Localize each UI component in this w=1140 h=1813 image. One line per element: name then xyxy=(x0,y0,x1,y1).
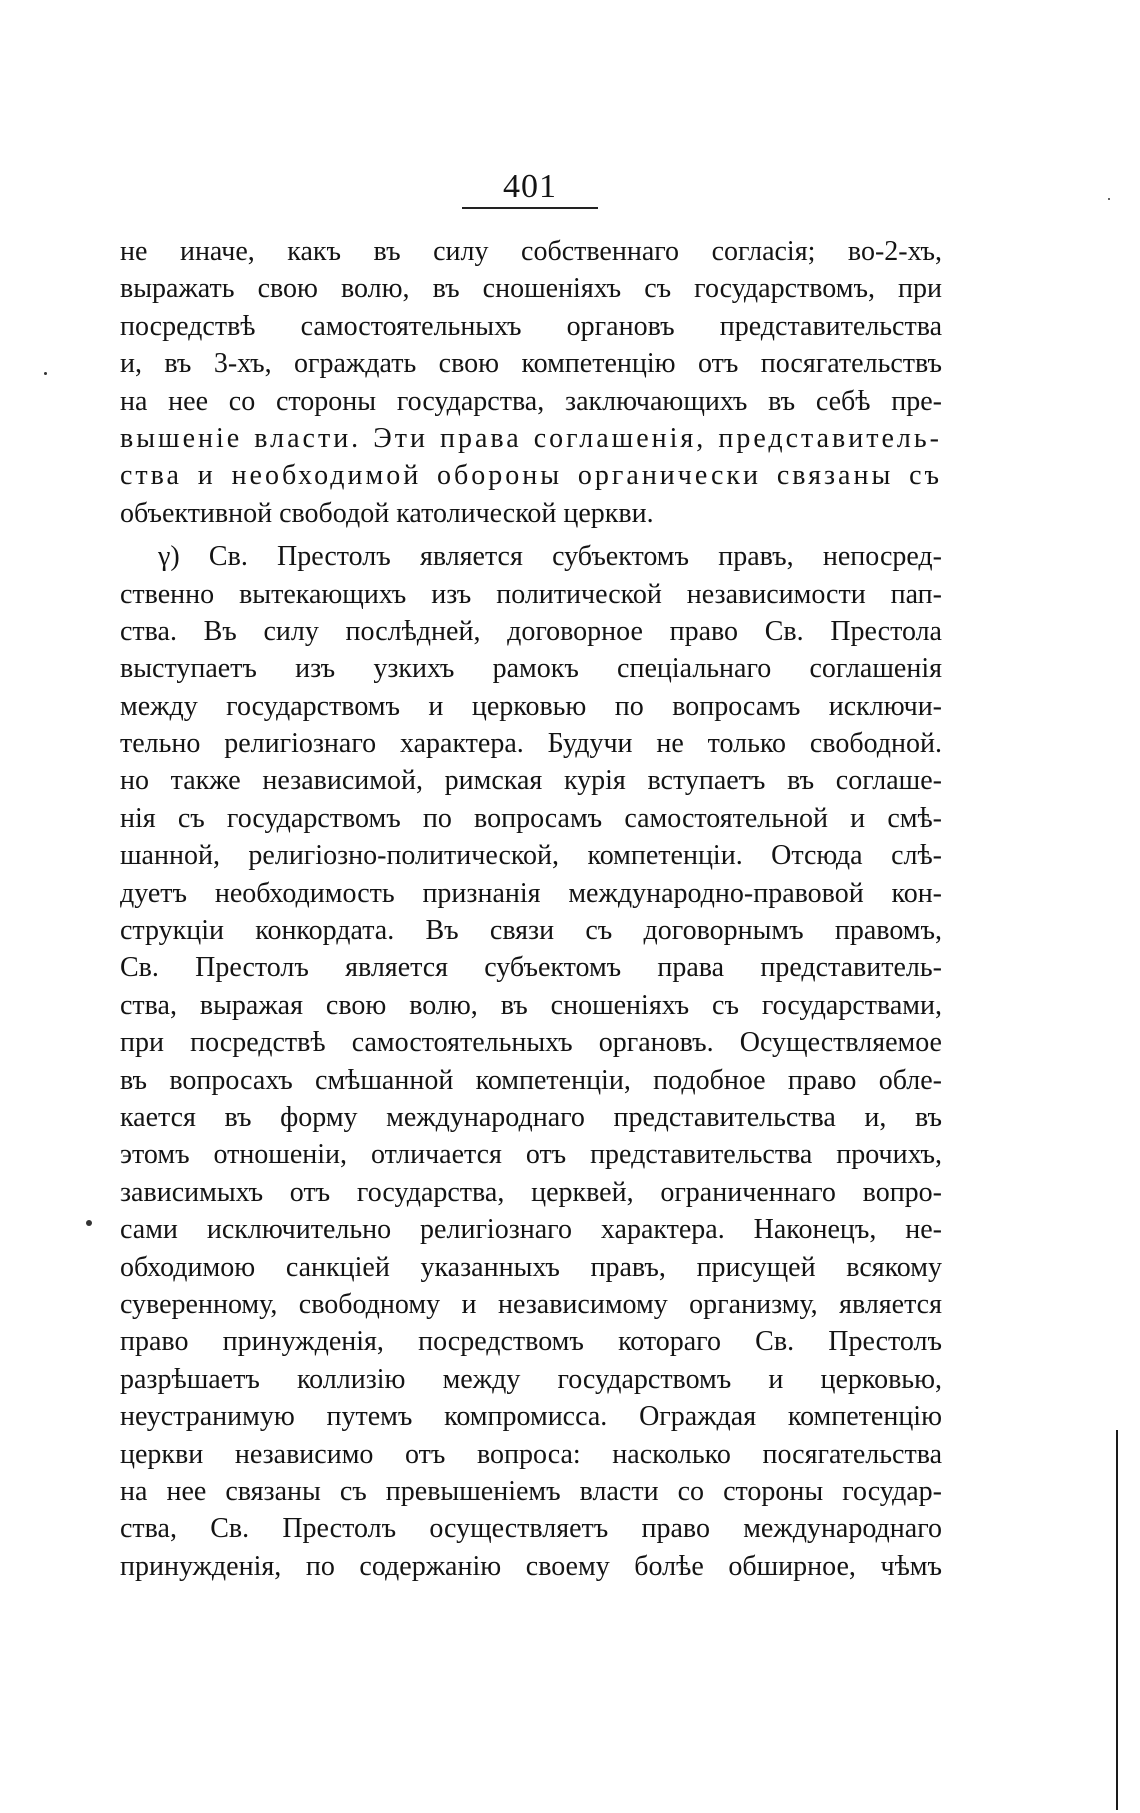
scan-edge-mark xyxy=(1116,1430,1118,1810)
page-number: 401 xyxy=(503,168,557,205)
text-line: обходимою санкціей указанныхъ правъ, присущей всякому xyxy=(120,1251,942,1283)
scan-speck xyxy=(1108,198,1110,200)
text-line: дуетъ необходимость признанія международно-правовой кон- xyxy=(120,877,942,909)
text-line: зависимыхъ отъ государства, церквей, ограниченнаго вопро- xyxy=(120,1176,942,1208)
text-line: но также независимой, римская курія вступаетъ въ соглаше- xyxy=(120,765,942,797)
text-line: церкви независимо отъ вопроса: насколько посягательства xyxy=(120,1438,942,1470)
text-line: не иначе, какъ въ силу собственнаго согласія; во-2-хъ, xyxy=(120,236,942,267)
text-line: ства. Въ силу послѣдней, договорное право Св. Престола xyxy=(120,615,942,647)
text-line: ственно вытекающихъ изъ политической независимости пап- xyxy=(120,578,942,610)
text-line: γ) Св. Престолъ является субъектомъ правъ, непосред- xyxy=(158,541,942,573)
text-line: объективной свободой католической церкви. xyxy=(120,497,654,529)
body-text xyxy=(120,233,942,1585)
text-line: ства, Св. Престолъ осуществляетъ право международнаго xyxy=(120,1513,942,1545)
text-line: вышеніе власти. Эти права соглашенія, представитель- xyxy=(120,422,942,454)
text-line: суверенному, свободному и независимому организму, является xyxy=(120,1288,942,1320)
text-line: между государствомъ и церковью по вопросамъ исключи- xyxy=(120,690,942,722)
text-line: въ вопросахъ смѣшанной компетенціи, подобное право обле- xyxy=(120,1064,942,1096)
scan-speck xyxy=(86,1220,92,1226)
page-number-rule xyxy=(462,207,598,209)
text-line: при посредствѣ самостоятельныхъ органовъ. Осуществляемое xyxy=(120,1027,942,1059)
text-line: посредствѣ самостоятельныхъ органовъ представительства xyxy=(120,310,942,342)
text-line: ства и необходимой обороны органически связаны съ xyxy=(120,460,942,492)
text-line: ства, выражая свою волю, въ сношеніяхъ съ государствами, xyxy=(120,989,942,1021)
text-line: нія съ государствомъ по вопросамъ самостоятельной и смѣ- xyxy=(120,802,942,834)
text-line: Св. Престолъ является субъектомъ права представитель- xyxy=(120,952,942,984)
text-line: выражать свою волю, въ сношеніяхъ съ государствомъ, при xyxy=(120,273,942,305)
scan-speck xyxy=(44,372,47,375)
text-line: и, въ 3-хъ, ограждать свою компетенцію отъ посягательствъ xyxy=(120,348,942,380)
text-line: на нее со стороны государства, заключающихъ въ себѣ пре- xyxy=(120,385,942,417)
text-line: кается въ форму международнаго представительства и, въ xyxy=(120,1101,942,1133)
text-line: тельно религіознаго характера. Будучи не только свободной. xyxy=(120,728,942,760)
text-line: на нее связаны съ превышеніемъ власти со стороны государ- xyxy=(120,1475,942,1507)
text-line: разрѣшаетъ коллизію между государствомъ и церковью, xyxy=(120,1363,942,1395)
text-line: шанной, религіозно-политической, компетенціи. Отсюда слѣ- xyxy=(120,840,942,872)
text-line: неустранимую путемъ компромисса. Ограждая компетенцію xyxy=(120,1401,942,1433)
text-line: принужденія, по содержанію своему болѣе обширное, чѣмъ xyxy=(120,1550,942,1582)
text-line: этомъ отношеніи, отличается отъ представительства прочихъ, xyxy=(120,1139,942,1171)
text-line: право принужденія, посредствомъ котораго Св. Престолъ xyxy=(120,1326,942,1358)
text-line: выступаетъ изъ узкихъ рамокъ спеціальнаго соглашенія xyxy=(120,653,942,685)
text-line: струкціи конкордата. Въ связи съ договорнымъ правомъ, xyxy=(120,915,942,947)
text-line: сами исключительно религіознаго характера. Наконецъ, не- xyxy=(120,1214,942,1246)
